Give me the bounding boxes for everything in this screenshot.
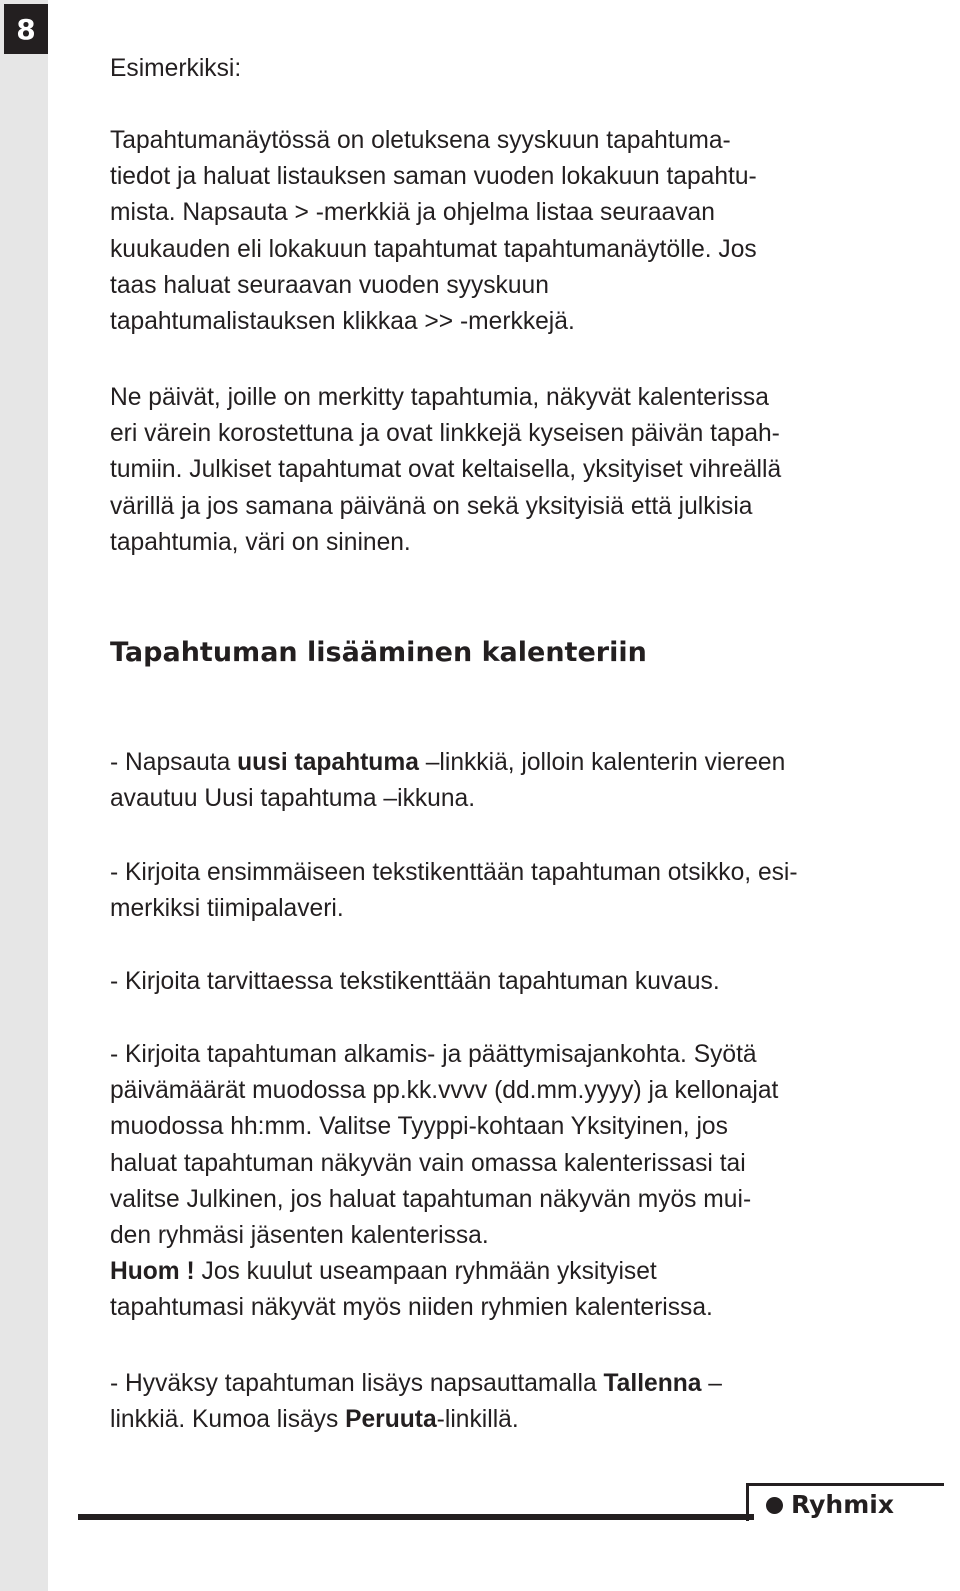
note-label: Huom ! [110, 1258, 195, 1286]
new-event-link-label: uusi tapahtuma [237, 749, 419, 776]
step-dates: - Kirjoita tapahtuman alkamis- ja päättymisajankohta. Syötä päivämäärät muodossa pp.kk.vvvv (dd.mm.yyyy) ja kellonajat muodossa hh:mm. Valitse Tyyppi-kohtaan Yksityinen, jos haluat tapahtuman näkyvän vain omassa kalenterissasi tai valitse Julkinen, jos haluat tapahtuman näkyvän myös mui- den ryhmäsi jäsenten kalenterissa. Huom ! Jos kuulut useampaan ryhmään yksityiset tapahtumasi näkyvät myös niiden ryhmien kalenterissa. [110, 1037, 940, 1327]
paragraph-navigation: Tapahtumanäytössä on oletuksena syyskuun tapahtuma- tiedot ja haluat listauksen saman vuoden lokakuun tapahtu- mista. Napsauta > -merkkiä ja ohjelma listaa seuraavan kuukauden eli lokakuun tapahtumat tapahtumanäytölle. Jos taas haluat seuraavan vuoden syyskuun tapahtumalistauksen klikkaa >> -merkkejä. [110, 127, 757, 336]
step-new-event: - Napsauta uusi tapahtuma –linkkiä, jolloin kalenterin viereen avautuu Uusi tapahtuma –ikkuna. [110, 749, 786, 813]
step-title: - Kirjoita ensimmäiseen tekstikenttään tapahtuman otsikko, esi- merkiksi tiimipalaveri. [110, 859, 798, 923]
brand-name: Ryhmix [791, 1490, 894, 1519]
step-description: - Kirjoita tarvittaessa tekstikenttään tapahtuman kuvaus. [110, 968, 720, 995]
page-margin-strip [0, 0, 48, 1591]
bullet-icon [766, 1497, 783, 1514]
step-save: - Hyväksy tapahtuman lisäys napsauttamalla Tallenna – linkkiä. Kumoa lisäys Peruuta-linkillä. [110, 1370, 722, 1434]
section-heading: Tapahtuman lisääminen kalenteriin [110, 637, 647, 668]
save-link-label: Tallenna [603, 1370, 702, 1397]
cancel-link-label: Peruuta [345, 1406, 437, 1434]
footer-rule [78, 1514, 754, 1520]
note: Huom ! Jos kuulut useampaan ryhmään yksityiset [110, 1258, 657, 1286]
paragraph-highlight-colors: Ne päivät, joille on merkitty tapahtumia, näkyvät kalenterissa eri värein korostettuna ja ovat linkkejä kyseisen päivän tapah- tumiin. Julkiset tapahtumat ovat keltaisella, yksityiset vihreällä värillä ja jos samana päivänä on sekä yksityisiä että julkisia tapahtumia, väri on sininen. [110, 384, 782, 556]
page-number: 8 [4, 4, 48, 54]
example-label: Esimerkiksi: [110, 55, 242, 82]
footer-brand [766, 1488, 894, 1522]
